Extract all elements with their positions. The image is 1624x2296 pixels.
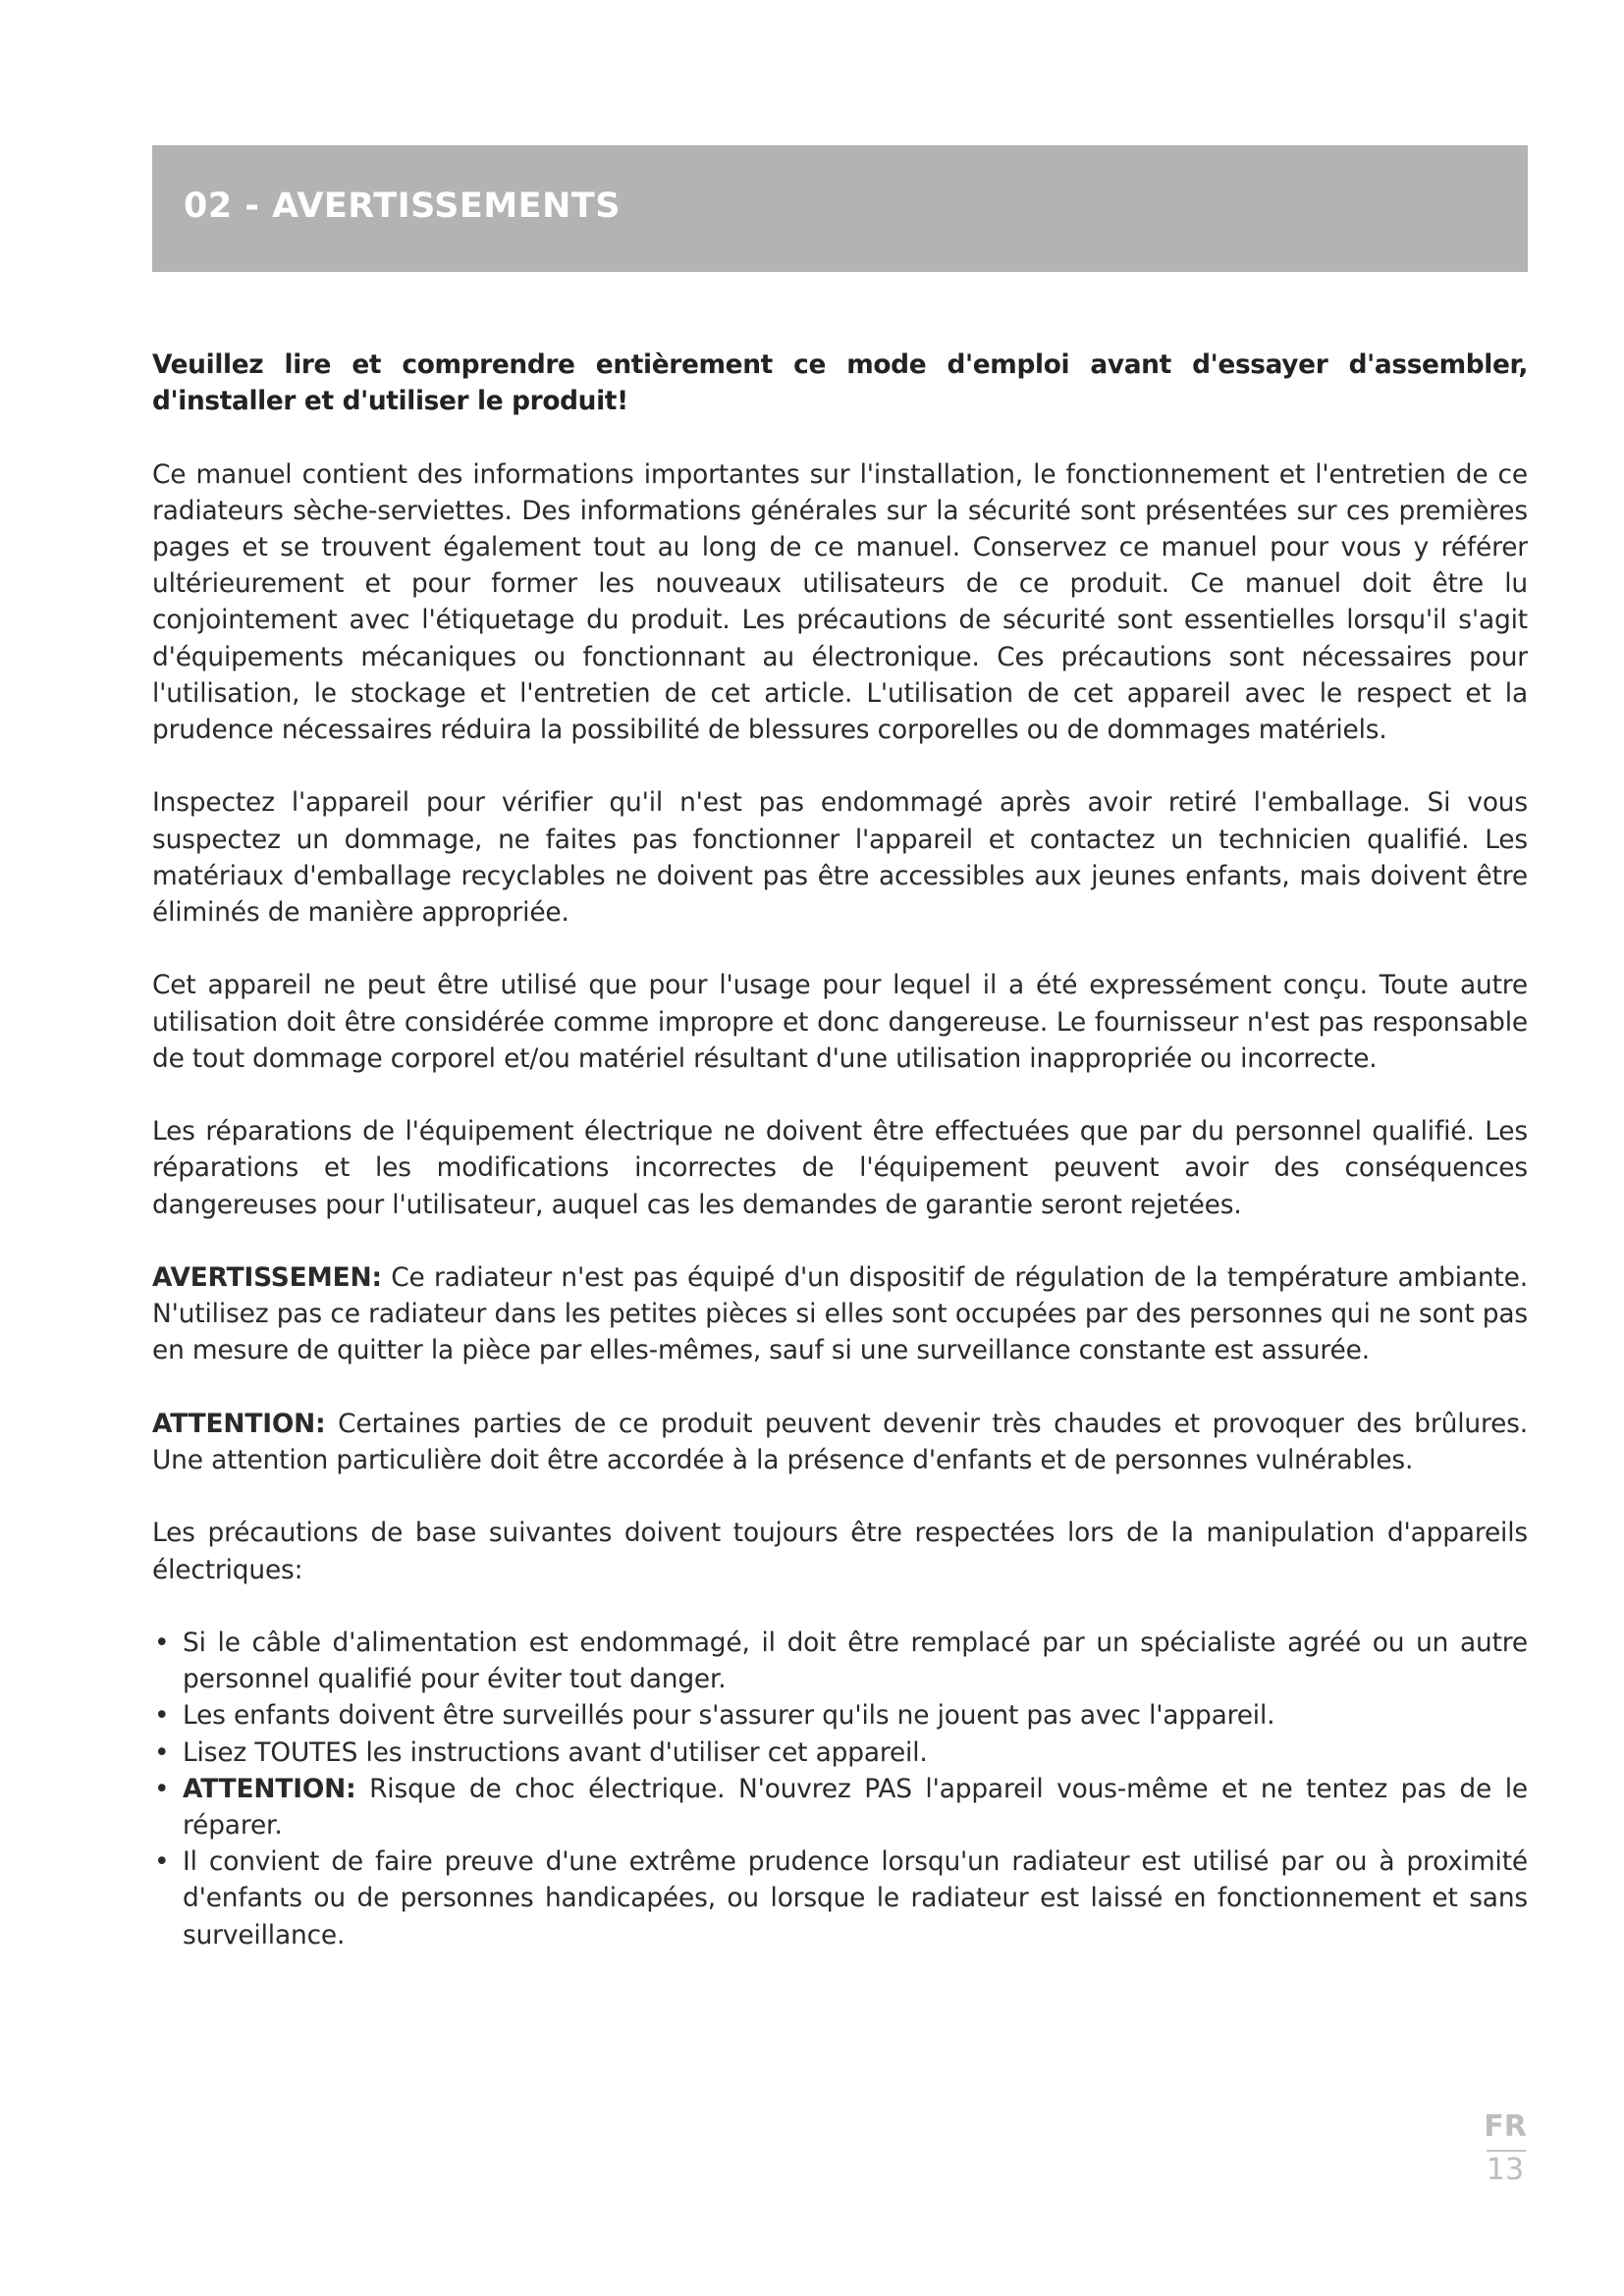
- list-item: [152, 1735, 1528, 1771]
- bullet-icon: •: [154, 1700, 170, 1732]
- list-item: [152, 1771, 1528, 1843]
- paragraph-repairs: Les réparations de l'équipement électrique ne doivent être effectuées que par du personnel qualifié. Les réparations et les modifications incorrectes de l'équipement peuvent avoir des conséquences dangereuses pour l'utilisateur, auquel cas les demandes de garantie seront rejetées.: [152, 1116, 1528, 1220]
- bullet-icon: •: [154, 1736, 170, 1768]
- warning-label: AVERTISSEMEN:: [152, 1262, 382, 1293]
- bullet-icon: •: [154, 1846, 170, 1878]
- bullet-icon: •: [154, 1627, 170, 1658]
- paragraph-warning: [152, 1259, 1528, 1369]
- paragraph-inspection: Inspectez l'appareil pour vérifier qu'il n'est pas endommagé après avoir retiré l'emballage. Si vous suspectez un dommage, ne faites pas fonctionner l'appareil et contactez un technicien qualifié. Les matériaux d'emballage recyclables ne doivent pas être accessibles aux jeunes enfants, mais doivent être éliminés de manière appropriée.: [152, 787, 1528, 929]
- paragraph-precautions-intro: Les précautions de base suivantes doivent toujours être respectées lors de la manipulation d'appareils électriques:: [152, 1518, 1528, 1585]
- list-item: [152, 1625, 1528, 1697]
- bullet-icon: •: [154, 1773, 170, 1804]
- list-item-text: Les enfants doivent être surveillés pour s'assurer qu'ils ne jouent pas avec l'appareil.: [183, 1700, 1275, 1732]
- attention-text: Certaines parties de ce produit peuvent devenir très chaudes et provoquer des brûlures. Une attention particulière doit être accordée à la présence d'enfants et de personnes vulnérables.: [152, 1408, 1528, 1475]
- list-item: [152, 1843, 1528, 1953]
- document-body: [152, 347, 1528, 1953]
- page-language: FR: [1484, 2109, 1527, 2144]
- page-number-divider: [1487, 2150, 1526, 2152]
- list-item: [152, 1697, 1528, 1734]
- section-header: [152, 145, 1528, 272]
- list-item-text: Si le câble d'alimentation est endommagé, il doit être remplacé par un spécialiste agréé ou un autre personnel qualifié pour éviter tout danger.: [183, 1627, 1528, 1695]
- warning-text: Ce radiateur n'est pas équipé d'un dispositif de régulation de la température ambiante. N'utilisez pas ce radiateur dans les petites pièces si elles sont occupées par des personnes qui ne sont pas en mesure de quitter la pièce par elles-mêmes, sauf si une surveillance constante est assurée.: [152, 1262, 1528, 1366]
- paragraph-attention: [152, 1406, 1528, 1478]
- list-item-text: Lisez TOUTES les instructions avant d'utiliser cet appareil.: [183, 1736, 928, 1768]
- list-item-label: ATTENTION:: [183, 1773, 356, 1804]
- section-title: 02 - AVERTISSEMENTS: [184, 187, 621, 226]
- attention-label: ATTENTION:: [152, 1408, 326, 1439]
- list-item-text: Risque de choc électrique. N'ouvrez PAS l'appareil vous-même et ne tentez pas de le réparer.: [183, 1773, 1528, 1841]
- paragraph-manual-info: Ce manuel contient des informations importantes sur l'installation, le fonctionnement et l'entretien de ce radiateurs sèche-serviettes. Des informations générales sur la sécurité sont présentées sur ces premières pages et se trouvent également tout au long de ce manuel. Conservez ce manuel pour vous y référer ultérieurement et pour former les nouveaux utilisateurs de ce produit. Ce manuel doit être lu conjointement avec l'étiquetage du produit. Les précautions de sécurité sont essentielles lorsqu'il s'agit d'équipements mécaniques ou fonctionnant au électronique. Ces précautions sont nécessaires pour l'utilisation, le stockage et l'entretien de cet article. L'utilisation de cet appareil avec le respect et la prudence nécessaires réduira la possibilité de blessures corporelles ou de dommages matériels.: [152, 458, 1528, 746]
- intro-warning: Veuillez lire et comprendre entièrement ce mode d'emploi avant d'essayer d'assembler, d'installer et d'utiliser le produit!: [152, 349, 1528, 417]
- precautions-list: [152, 1625, 1528, 1953]
- page-number: 13: [1486, 2153, 1525, 2187]
- list-item-text: Il convient de faire preuve d'une extrême prudence lorsqu'un radiateur est utilisé par ou à proximité d'enfants ou de personnes handicapées, ou lorsque le radiateur est laissé en fonctionnement et sans surveillance.: [183, 1846, 1528, 1950]
- paragraph-intended-use: Cet appareil ne peut être utilisé que pour l'usage pour lequel il a été expressément conçu. Toute autre utilisation doit être considérée comme impropre et donc dangereuse. Le fournisseur n'est pas responsable de tout dommage corporel et/ou matériel résultant d'une utilisation inappropriée ou incorrecte.: [152, 970, 1528, 1074]
